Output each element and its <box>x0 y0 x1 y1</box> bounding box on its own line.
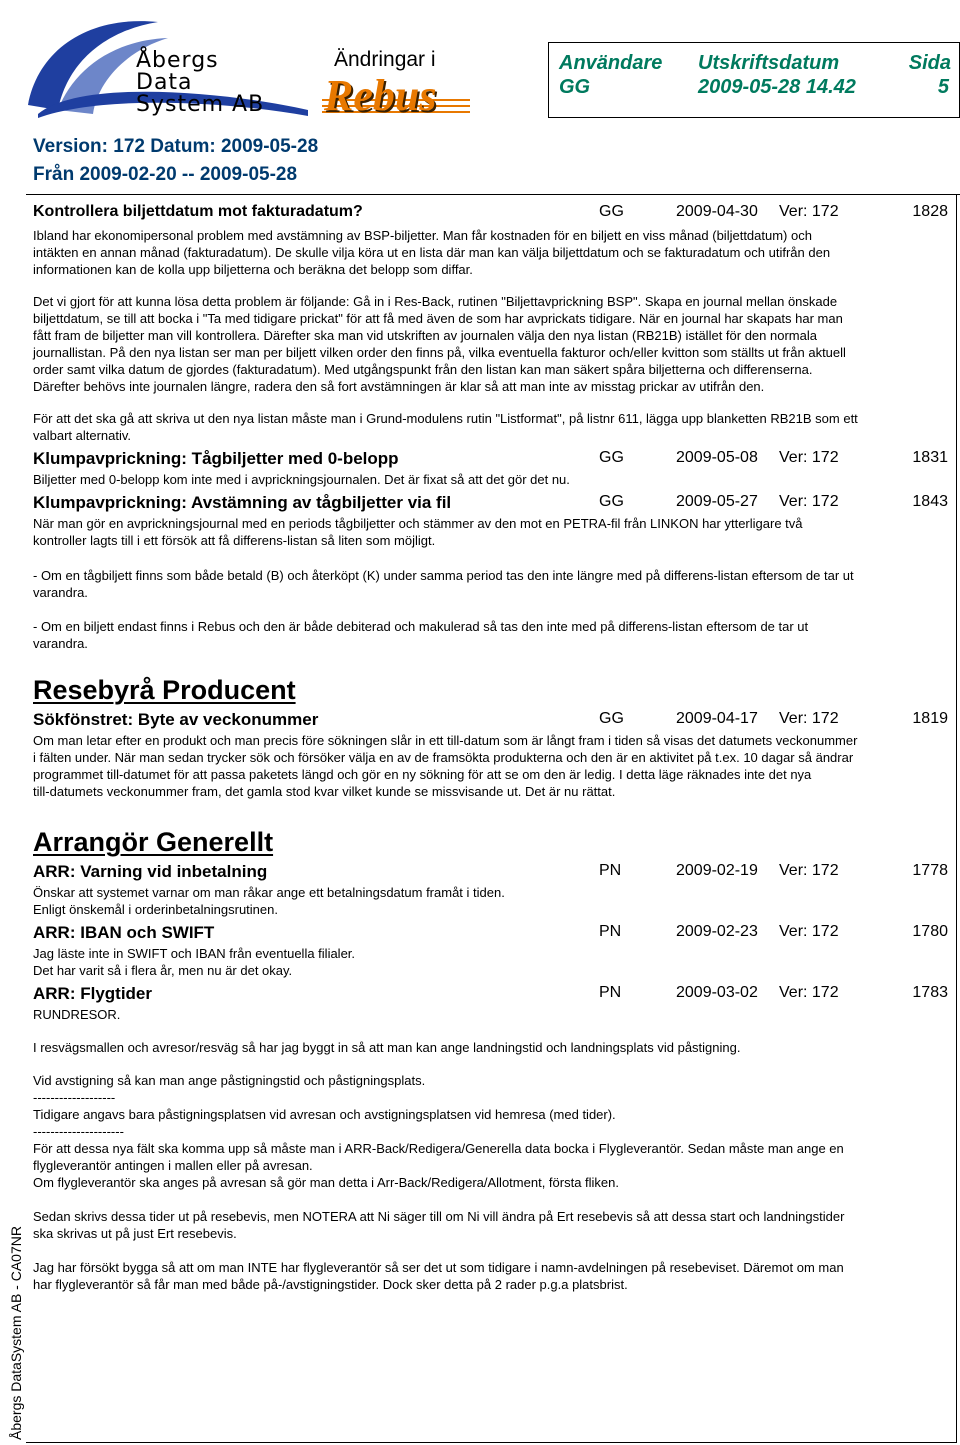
entry-header-1828 <box>33 203 951 225</box>
side-footer-text: Åbergs DataSystem AB - CA07NR <box>8 1226 24 1440</box>
entry-date: 2009-04-30 <box>676 203 758 220</box>
entry-user: GG <box>599 710 624 727</box>
entry-header-1843 <box>33 493 951 515</box>
version-line: Version: 172 Datum: 2009-05-28 <box>33 136 319 157</box>
entry-version: Ver: 172 <box>779 710 839 727</box>
entry-text: Önskar att systemet varnar om man råkar ange ett betalningsdatum framåt i tiden. Enligt önskemål i orderinbetalningsrutinen. <box>33 885 505 917</box>
entry-text: RUNDRESOR. <box>33 1007 121 1022</box>
logo-line-1: Åbergs <box>136 48 219 73</box>
entry-header-1819 <box>33 710 951 732</box>
entry-text: Sedan skrivs dessa tider ut på resebevis, men NOTERA att Ni säger till om Ni vill ändra på Ert resebevis så att dessa start och landningstider ska skrivas ut på just Ert resebevis. <box>33 1209 845 1241</box>
entry-text: I resvägsmallen och avresor/resväg så har jag byggt in så att man kan ange landningstid och landningsplats vid påstigning. <box>33 1040 741 1055</box>
entry-header-1831 <box>33 449 951 471</box>
entry-number: 1783 <box>912 984 948 1001</box>
print-date-value: 2009-05-28 14.42 <box>698 76 856 98</box>
logo-line-3: System AB <box>136 92 265 117</box>
logo-line-2: Data <box>136 70 193 95</box>
changes-content <box>33 203 951 1293</box>
entry-user: PN <box>599 923 622 940</box>
entry-version: Ver: 172 <box>779 203 839 220</box>
entry-date: 2009-02-19 <box>676 862 758 879</box>
entry-version: Ver: 172 <box>779 923 839 940</box>
entry-text: Jag läste inte in SWIFT och IBAN från eventuella filialer. Det har varit så i flera år, men nu är det okay. <box>33 946 356 978</box>
rebus-logo: Rebus <box>324 71 437 120</box>
print-date-label: Utskriftsdatum <box>698 52 840 74</box>
entry-date: 2009-05-08 <box>676 449 758 466</box>
section-heading: Arrangör Generellt <box>33 827 274 857</box>
entry-text: Biljetter med 0-belopp kom inte med i avprickningsjournalen. Det är fixat så att det gör det nu. <box>33 472 570 487</box>
entry-number: 1819 <box>912 710 948 727</box>
entry-title: Sökfönstret: Byte av veckonummer <box>33 710 319 729</box>
entry-date: 2009-03-02 <box>676 984 758 1001</box>
entry-version: Ver: 172 <box>779 449 839 466</box>
entry-number: 1831 <box>912 449 948 466</box>
entry-text: - Om en biljett endast finns i Rebus och den är både debiterad och makulerad så tas den inte med på differens-listan eftersom de tar ut varandra. <box>33 619 809 651</box>
entry-header-1780 <box>33 923 951 945</box>
entry-text: När man gör en avprickningsjournal med en periods tågbiljetter och stämmer av den mot en PETRA-fil från LINKON har ytterligare två kontroller lagts till i ett försök att få differens-listan så liten som möjligt. <box>33 516 803 548</box>
entry-title: ARR: IBAN och SWIFT <box>33 923 215 942</box>
entry-user: PN <box>599 984 622 1001</box>
entry-version: Ver: 172 <box>779 984 839 1001</box>
entry-text: Ibland har ekonomipersonal problem med avstämning av BSP-biljetter. Man får kostnaden för en biljett en viss månad (biljettdatum) och intäkten en annan månad (fakturadatum). De skulle vilja köra ut en lista där man kan välja biljettdatum och se fakturadatum och utifrån den informationen kan de kolla upp biljetterna och beräkna det belopp som diffar. <box>33 228 831 277</box>
entry-user: GG <box>599 449 624 466</box>
entry-text: Jag har försökt bygga så att om man INTE har flygleverantör så ser det ut som tidigare i namn-avdelningen på resebeviset. Däremot om man har flygleverantör så får man med både på-/avstigningstider. Dock sker detta på 2 rader p.g.a platsbrist. <box>33 1260 844 1292</box>
company-logo <box>18 10 318 120</box>
entry-user: PN <box>599 862 622 879</box>
user-label: Användare <box>559 52 663 74</box>
section-heading: Resebyrå Producent <box>33 675 296 705</box>
entry-text: Det vi gjort för att kunna lösa detta problem är följande: Gå in i Res-Back, rutinen "Biljettavprickning BSP". Skapa en journal mellan önskade biljettdatum, se till att bocka i "Ta med tidigare prickat" för att få med även de som har avprickats tidigare. När en journal har skapats har man fått fram de biljetter man vill kontrollera. Därefter ska man vid utskriften av journalen välja den nya listan (RB21B) istället för den normala journallistan. På den nya listan ser man per biljett vilken order den finns på, vilka eventuella fakturor och/eller kvitton som ställts ut från aktuell order samt vilka datum de gjordes (fakturadatum). Med utgångspunkt från den listan kan man säkert spåra biljetterna och differenserna. Därefter behövs inte journalen längre, radera den så fort avstämningen är klar så att man inte av misstag prickar av utifrån den. <box>33 294 846 394</box>
entry-version: Ver: 172 <box>779 493 839 510</box>
entry-title: ARR: Flygtider <box>33 984 152 1003</box>
entry-number: 1780 <box>912 923 948 940</box>
version-box <box>26 128 960 195</box>
entry-text: För att det ska gå att skriva ut den nya listan måste man i Grund-modulens rutin "Listformat", på listnr 611, lägga upp blanketten RB21B som ett valbart alternativ. <box>33 411 858 443</box>
entry-title: ARR: Varning vid inbetalning <box>33 862 268 881</box>
entry-date: 2009-02-23 <box>676 923 758 940</box>
entry-title: Kontrollera biljettdatum mot fakturadatum? <box>33 203 363 220</box>
entry-title: Klumpavprickning: Tågbiljetter med 0-belopp <box>33 449 399 468</box>
entry-title: Klumpavprickning: Avstämning av tågbiljetter via fil <box>33 493 452 512</box>
entry-user: GG <box>599 203 624 220</box>
entry-header-1783 <box>33 984 951 1006</box>
entry-text: - Om en tågbiljett finns som både betald (B) och återköpt (K) under samma period tas den inte längre med på differens-listan eftersom de tar ut varandra. <box>33 568 854 600</box>
print-meta-box <box>548 42 960 118</box>
entry-version: Ver: 172 <box>779 862 839 879</box>
entry-number: 1843 <box>912 493 948 510</box>
entry-date: 2009-05-27 <box>676 493 758 510</box>
period-line: Från 2009-02-20 -- 2009-05-28 <box>33 164 298 185</box>
page-label: Sida <box>908 52 951 74</box>
entry-text: Vid avstigning så kan man ange påstigningstid och påstigningsplats. ------------------- Tidigare angavs bara påstigningsplatsen vid avresan och avstigningsplatsen vid hemresa (med tider). --------------------- För att dessa nya fält ska komma upp så måste man i ARR-Back/Redigera/Generella data bocka i Flygleverantör. Sedan måste man ange en flygleverantör antingen i mallen eller på avresan. Om flygleverantör ska anges på avresan så gör man detta i Arr-Back/Redigera/Allotment, första fliken. <box>33 1073 844 1190</box>
entry-date: 2009-04-17 <box>676 710 758 727</box>
changes-title: Ändringar i <box>334 48 436 71</box>
entry-number: 1778 <box>912 862 948 879</box>
entry-number: 1828 <box>912 203 948 220</box>
entry-user: GG <box>599 493 624 510</box>
page-number: 5 <box>937 76 949 98</box>
entry-header-1778 <box>33 862 951 884</box>
user-value: GG <box>559 76 591 98</box>
entry-text: Om man letar efter en produkt och man precis före sökningen slår in ett till-datum som är långt fram i tiden så visas det datumets veckonummer i fälten under. När man sedan trycker sök och försöker välja en av de framsökta produkterna och den är en aktivitet på t.ex. 10 dagar så ändrar programmet till-datumet för att passa paketets längd och gör en ny sökning för att se om den är ledig. I detta läge räknades inte det nya till-datumets veckonummer fram, det gamla stod kvar vilket kunde se missvisande ut. Det är nu rättat. <box>33 733 858 799</box>
